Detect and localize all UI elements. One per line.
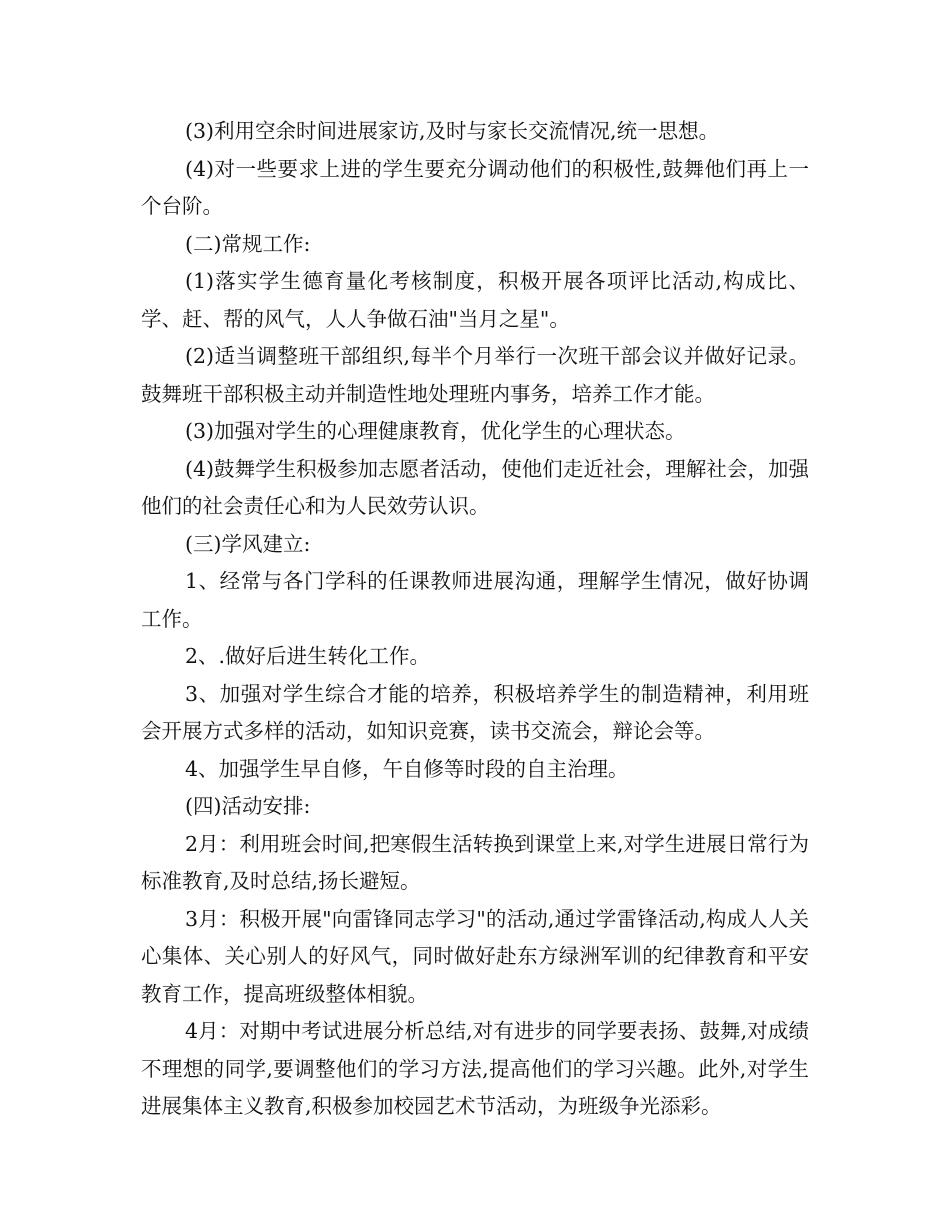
paragraph-april: 4月：对期中考试进展分析总结,对有进步的同学要表扬、鼓舞,对成绩不理想的同学,要调整他们的学习方法,提高他们的学习兴趣。此外,对学生进展集体主义教育,积极参加校园艺术节活动，为班级争光添彩。 [141,1019,809,1118]
paragraph-volunteer: (4)鼓舞学生积极参加志愿者活动，使他们走近社会，理解社会，加强他们的社会责任心和为人民效劳认识。 [141,456,809,518]
paragraph-february: 2月：利用班会时间,把寒假生活转换到课堂上来,对学生进展日常行为标准教育,及时总结,扬长避短。 [141,831,809,893]
paragraph-underachievers: 2、.做好后进生转化工作。 [185,644,431,668]
section-heading-routine-work: (二)常规工作: [185,231,311,256]
section-heading-study-style: (三)学风建立: [185,531,311,556]
paragraph-mental-health: (3)加强对学生的心理健康教育，优化学生的心理状态。 [185,419,686,443]
paragraph-home-visits: (3)利用空余时间进展家访,及时与家长交流情况,统一思想。 [185,119,720,143]
paragraph-teacher-communication: 1、经常与各门学科的任课教师进展沟通，理解学生情况，做好协调工作。 [141,569,809,631]
paragraph-march: 3月：积极开展"向雷锋同志学习"的活动,通过学雷锋活动,构成人人关心集体、关心别人的好风气，同时做好赴东方绿洲军训的纪律教育和平安教育工作，提高班级整体相貌。 [141,906,809,1006]
paragraph-self-study: 4、加强学生早自修，午自修等时段的自主治理。 [185,756,629,781]
paragraph-moral-assessment: (1)落实学生德育量化考核制度，积极开展各项评比活动,构成比、学、赶、帮的风气，人人争做石油"当月之星"。 [141,269,809,331]
document-body [141,113,809,1126]
paragraph-class-cadres: (2)适当调整班干部组织,每半个月举行一次班干部会议并做好记录。鼓舞班干部积极主动并制造性地处理班内事务，培养工作才能。 [141,344,809,406]
paragraph-motivate-students: (4)对一些要求上进的学生要充分调动他们的积极性,鼓舞他们再上一个台阶。 [141,156,809,218]
section-heading-activities: (四)活动安排: [185,794,311,818]
paragraph-comprehensive-ability: 3、加强对学生综合才能的培养，积极培养学生的制造精神，利用班会开展方式多样的活动，如知识竞赛，读书交流会，辩论会等。 [141,681,809,743]
